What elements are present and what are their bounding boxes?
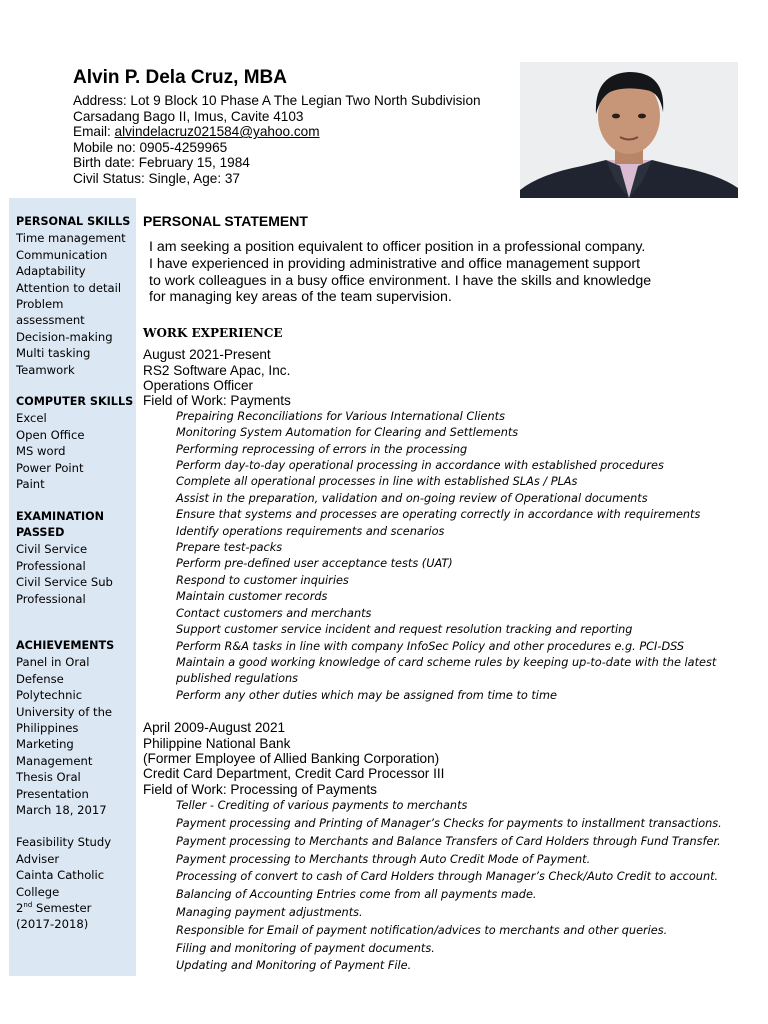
personal-statement-title: PERSONAL STATEMENT [143,213,308,229]
duty-item: Payment processing and Printing of Manager’s Checks for payments to installment transactions. [176,816,722,830]
candidate-name: Alvin P. Dela Cruz, MBA [73,67,287,88]
job-entry-2 [143,720,753,975]
duty-item: Managing payment adjustments. [176,905,363,919]
portrait-image [520,62,738,198]
duty-item: Complete all operational processes in line with established SLAs / PLAs [176,475,578,489]
semester-line [16,900,136,916]
computer-skill-item: Open Office [16,427,85,442]
duty-item: Maintain customer records [176,590,328,604]
achievement-item: Adviser [16,851,60,866]
job-period: April 2009-August 2021 [143,720,286,736]
achievement-item: Polytechnic [16,688,83,703]
semester-number: 2 [16,901,24,916]
section-gap [16,818,136,834]
sidebar-panel [9,198,136,976]
main-content [143,212,753,975]
job-entry-1 [143,347,753,704]
civil-status-line: Civil Status: Single, Age: 37 [73,170,240,186]
profile-photo [520,62,738,198]
statement-line: I have experienced in providing administrative and office management support [149,255,641,272]
exam-item: Civil Service [16,542,88,557]
skill-item: Teamwork [16,362,75,377]
achievement-item: Marketing [16,737,74,752]
achievement-item: College [16,884,60,899]
job-period: August 2021-Present [143,347,271,363]
achievement-item: Presentation [16,786,89,801]
statement-line: to work colleagues in a busy office environment. I have the skills and knowledge [149,272,652,289]
achievements-title: ACHIEVEMENTS [16,638,115,652]
address-line-2: Carsadang Bago II, Imus, Cavite 4103 [73,108,304,124]
work-experience-title: WORK EXPERIENCE [143,326,283,341]
duty-item: Maintain a good working knowledge of card scheme rules by keeping up-to-date with the latest published regulations [176,655,717,686]
job-company: Philippine National Bank [143,735,291,751]
examination-title-2: PASSED [16,525,65,539]
job-field: Field of Work: Payments [143,393,291,409]
duty-item: Payment processing to Merchants through Auto Credit Mode of Payment. [176,852,591,866]
computer-skill-item: Excel [16,411,47,426]
achievement-item: Thesis Oral [16,770,81,785]
personal-skills-title: PERSONAL SKILLS [16,215,131,228]
achievement-item: Management [16,753,93,768]
email-link[interactable]: alvindelacruz021584@yahoo.com [114,124,320,140]
duty-item: Support customer service incident and request resolution tracking and reporting [176,623,633,637]
semester-suffix: nd [23,901,33,910]
email-label: Email: [73,124,115,140]
skill-item: assessment [16,313,85,328]
examination-title: EXAMINATION [16,509,105,523]
job-field: Field of Work: Processing of Payments [143,781,377,797]
duty-item: Responsible for Email of payment notification/advices to merchants and other queries. [176,923,668,937]
achievement-item: Panel in Oral [16,655,90,670]
achievement-item: Defense [16,671,64,686]
mobile-line: Mobile no: 0905-4259965 [73,139,228,155]
achievement-item: University of the [16,704,113,719]
achievement-item: March 18, 2017 [16,803,107,817]
achievement-item: Philippines [16,720,79,735]
computer-skills-title: COMPUTER SKILLS [16,395,134,409]
computer-skill-item: MS word [16,444,66,459]
duty-item: Ensure that systems and processes are operating correctly in accordance with requirements [176,508,701,522]
duty-item: Respond to customer inquiries [176,573,349,587]
statement-line: for managing key areas of the team supervision. [149,289,452,306]
sidebar-content [16,214,136,933]
statement-line: I am seeking a position equivalent to officer position in a professional company. [149,239,646,255]
duty-item: Updating and Monitoring of Payment File. [176,959,412,973]
job-position: Credit Card Department, Credit Card Processor III [143,766,445,782]
exam-item: Professional [16,591,86,606]
section-gap [16,607,136,638]
personal-statement-body [149,239,753,306]
skill-item: Adaptability [16,264,86,279]
duty-item: Balancing of Accounting Entries come from all payments made. [176,888,537,902]
duty-item: Payment processing to Merchants and Balance Transfers of Card Holders through Fund Transfer. [176,834,721,848]
exam-item: Professional [16,558,86,573]
duty-item: Identify operations requirements and scenarios [176,524,445,538]
duty-item: Prepairing Reconciliations for Various International Clients [176,409,505,423]
achievement-item: Feasibility Study [16,835,112,850]
skill-item: Decision-making [16,329,113,344]
duty-item: Performing reprocessing of errors in the processing [176,442,468,456]
duty-item: Perform pre-defined user acceptance tests (UAT) [176,557,453,571]
skill-item: Time management [16,231,126,246]
semester-year: (2017-2018) [16,917,89,932]
resume-header [73,66,513,187]
address-line-1: Address: Lot 9 Block 10 Phase A The Legian Two North Subdivision [73,93,481,108]
job-note: (Former Employee of Allied Banking Corporation) [143,750,440,766]
achievement-item: Cainta Catholic [16,868,105,883]
duty-item: Monitoring System Automation for Clearing and Settlements [176,426,519,440]
job-gap [143,704,753,720]
section-gap [16,378,136,394]
duty-item: Perform any other duties which may be assigned from time to time [176,688,557,702]
duty-item: Filing and monitoring of payment documents. [176,941,435,955]
duty-item: Perform R&A tasks in line with company InfoSec Policy and other procedures e.g. PCI-DSS [176,639,685,653]
job-company: RS2 Software Apac, Inc. [143,362,291,378]
duty-item: Perform day-to-day operational processing in accordance with established procedures [176,459,664,473]
computer-skill-item: Power Point [16,460,84,475]
duty-item: Assist in the preparation, validation and on-going review of Operational documents [176,491,648,505]
exam-item: Civil Service Sub [16,575,113,590]
email-line [73,124,513,140]
duty-item: Processing of convert to cash of Card Holders through Manager’s Check/Auto Credit to account. [176,870,719,884]
duty-item: Teller - Crediting of various payments to merchants [176,799,468,813]
section-gap [16,493,136,509]
duty-item: Prepare test-packs [176,541,283,555]
skill-item: Communication [16,247,108,262]
birth-date-line: Birth date: February 15, 1984 [73,155,250,171]
skill-item: Attention to detail [16,280,122,295]
semester-text: Semester [32,901,92,916]
job-position: Operations Officer [143,378,254,393]
computer-skill-item: Paint [16,477,45,492]
skill-item: Problem [16,297,64,312]
duty-item: Contact customers and merchants [176,606,372,620]
skill-item: Multi tasking [16,346,91,361]
